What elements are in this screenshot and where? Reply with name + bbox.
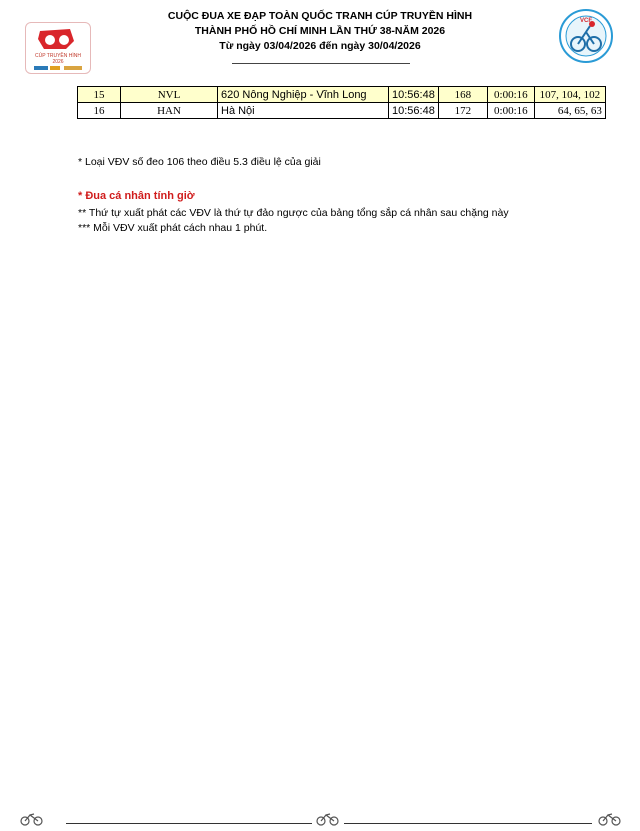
time-cell: 10:56:48 [389, 87, 439, 103]
federation-logo [558, 8, 614, 64]
gap-cell: 0:00:16 [487, 87, 534, 103]
cyclist-icon [316, 812, 340, 824]
team-name-cell: 620 Nông Nghiệp - Vĩnh Long [218, 87, 389, 103]
start-interval-note: *** Mỗi VĐV xuất phát cách nhau 1 phút. [78, 222, 268, 234]
rank-cell: 16 [78, 103, 121, 119]
gap-cell: 0:00:16 [487, 103, 534, 119]
logo-left-text: CÚP TRUYỀN HÌNH [35, 53, 81, 59]
tournament-logo [25, 22, 91, 74]
logo-right-text: VCF [580, 18, 592, 24]
team-code-cell: HAN [121, 103, 218, 119]
riders-cell: 107, 104, 102 [534, 87, 605, 103]
rank-cell: 15 [78, 87, 121, 103]
logo-left-year: 2026 [52, 59, 64, 65]
cyclist-icon [20, 812, 44, 824]
race-dates: Từ ngày 03/04/2026 đến ngày 30/04/2026 [219, 40, 421, 52]
disqualification-note: * Loại VĐV số đeo 106 theo điều 5.3 điều lệ của giải [78, 156, 321, 168]
table-row [78, 103, 606, 119]
cyclist-icon [598, 812, 622, 824]
footer-line [66, 823, 312, 824]
riders-cell: 64, 65, 63 [534, 103, 605, 119]
table-row [78, 87, 606, 103]
footer-line [344, 823, 592, 824]
team-standings-table [77, 86, 606, 119]
time-cell: 10:56:48 [389, 103, 439, 119]
team-name-cell: Hà Nội [218, 103, 389, 119]
section-title: * Đua cá nhân tính giờ [78, 190, 195, 202]
race-title: CUỘC ĐUA XE ĐẠP TOÀN QUỐC TRANH CÚP TRUYỀN HÌNH [167, 10, 473, 22]
team-code-cell: NVL [121, 87, 218, 103]
start-order-note: ** Thứ tự xuất phát các VĐV là thứ tự đảo ngược của bảng tổng sắp cá nhân sau chặng này [78, 207, 509, 219]
header-divider [232, 63, 410, 64]
points-cell: 172 [438, 103, 487, 119]
race-subtitle: THÀNH PHỐ HỒ CHÍ MINH LẦN THỨ 38-NĂM 2026 [194, 25, 446, 37]
points-cell: 168 [438, 87, 487, 103]
